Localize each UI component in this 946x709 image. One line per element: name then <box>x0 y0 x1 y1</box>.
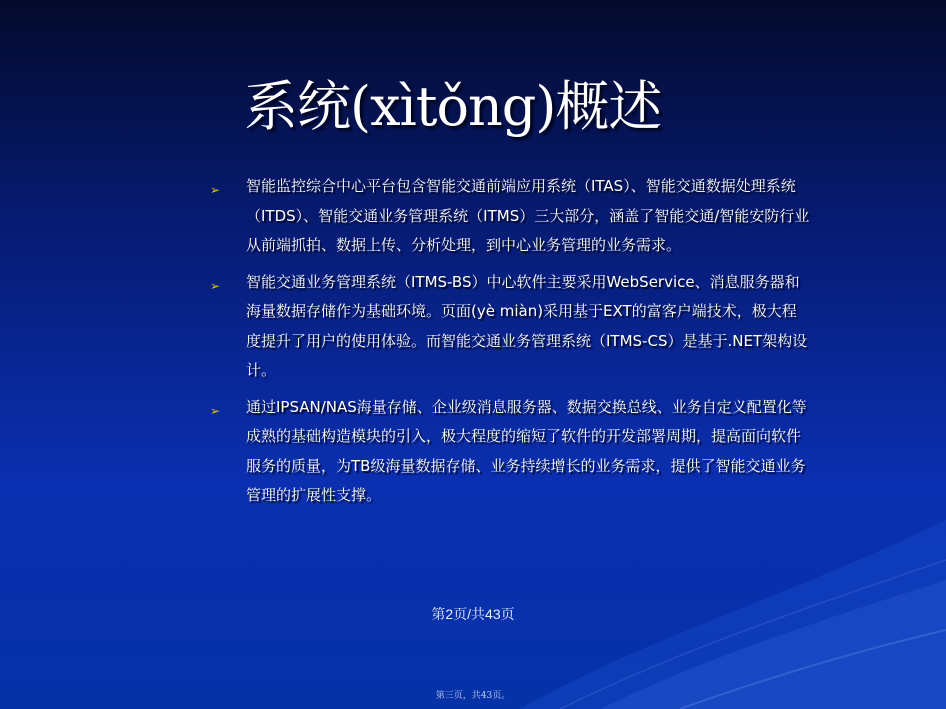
bullet-text: 智能交通业务管理系统（ITMS-BS）中心软件主要采用WebService、消息服务器和海量数据存储作为基础环境。页面(yè miàn)采用基于EXT的富客户端技术，极大程度提升了用户的使用体验。而智能交通业务管理系统（ITMS-CS）是基于.NET架构设计。 <box>246 272 808 379</box>
bullet-item <box>210 393 810 511</box>
bullet-arrow-icon: ➢ <box>210 403 221 418</box>
bullet-item <box>210 268 810 386</box>
slide-title: 系统(xìtǒng)概述 <box>244 75 662 138</box>
bullet-arrow-icon: ➢ <box>210 278 221 293</box>
page-indicator: 第2页/共43页 <box>431 606 515 622</box>
bullet-item <box>210 172 810 261</box>
bullet-list <box>210 172 810 518</box>
bullet-arrow-icon: ➢ <box>210 183 221 197</box>
footer-page-note: 第三页，共43页。 <box>435 691 511 701</box>
bullet-text: 通过IPSAN/NAS海量存储、企业级消息服务器、数据交换总线、业务自定义配置化等成熟的基础构造模块的引入，极大程度的缩短了软件的开发部署周期，提高面向软件服务的质量，为TB级海量数据存储、业务持续增长的业务需求，提供了智能交通业务管理的扩展性支撑。 <box>246 397 807 504</box>
bullet-text: 智能监控综合中心平台包含智能交通前端应用系统（ITAS）、智能交通数据处理系统（ITDS）、智能交通业务管理系统（ITMS）三大部分，涵盖了智能交通/智能安防行业从前端抓拍、数据上传、分析处理，到中心业务管理的业务需求。 <box>246 177 810 254</box>
